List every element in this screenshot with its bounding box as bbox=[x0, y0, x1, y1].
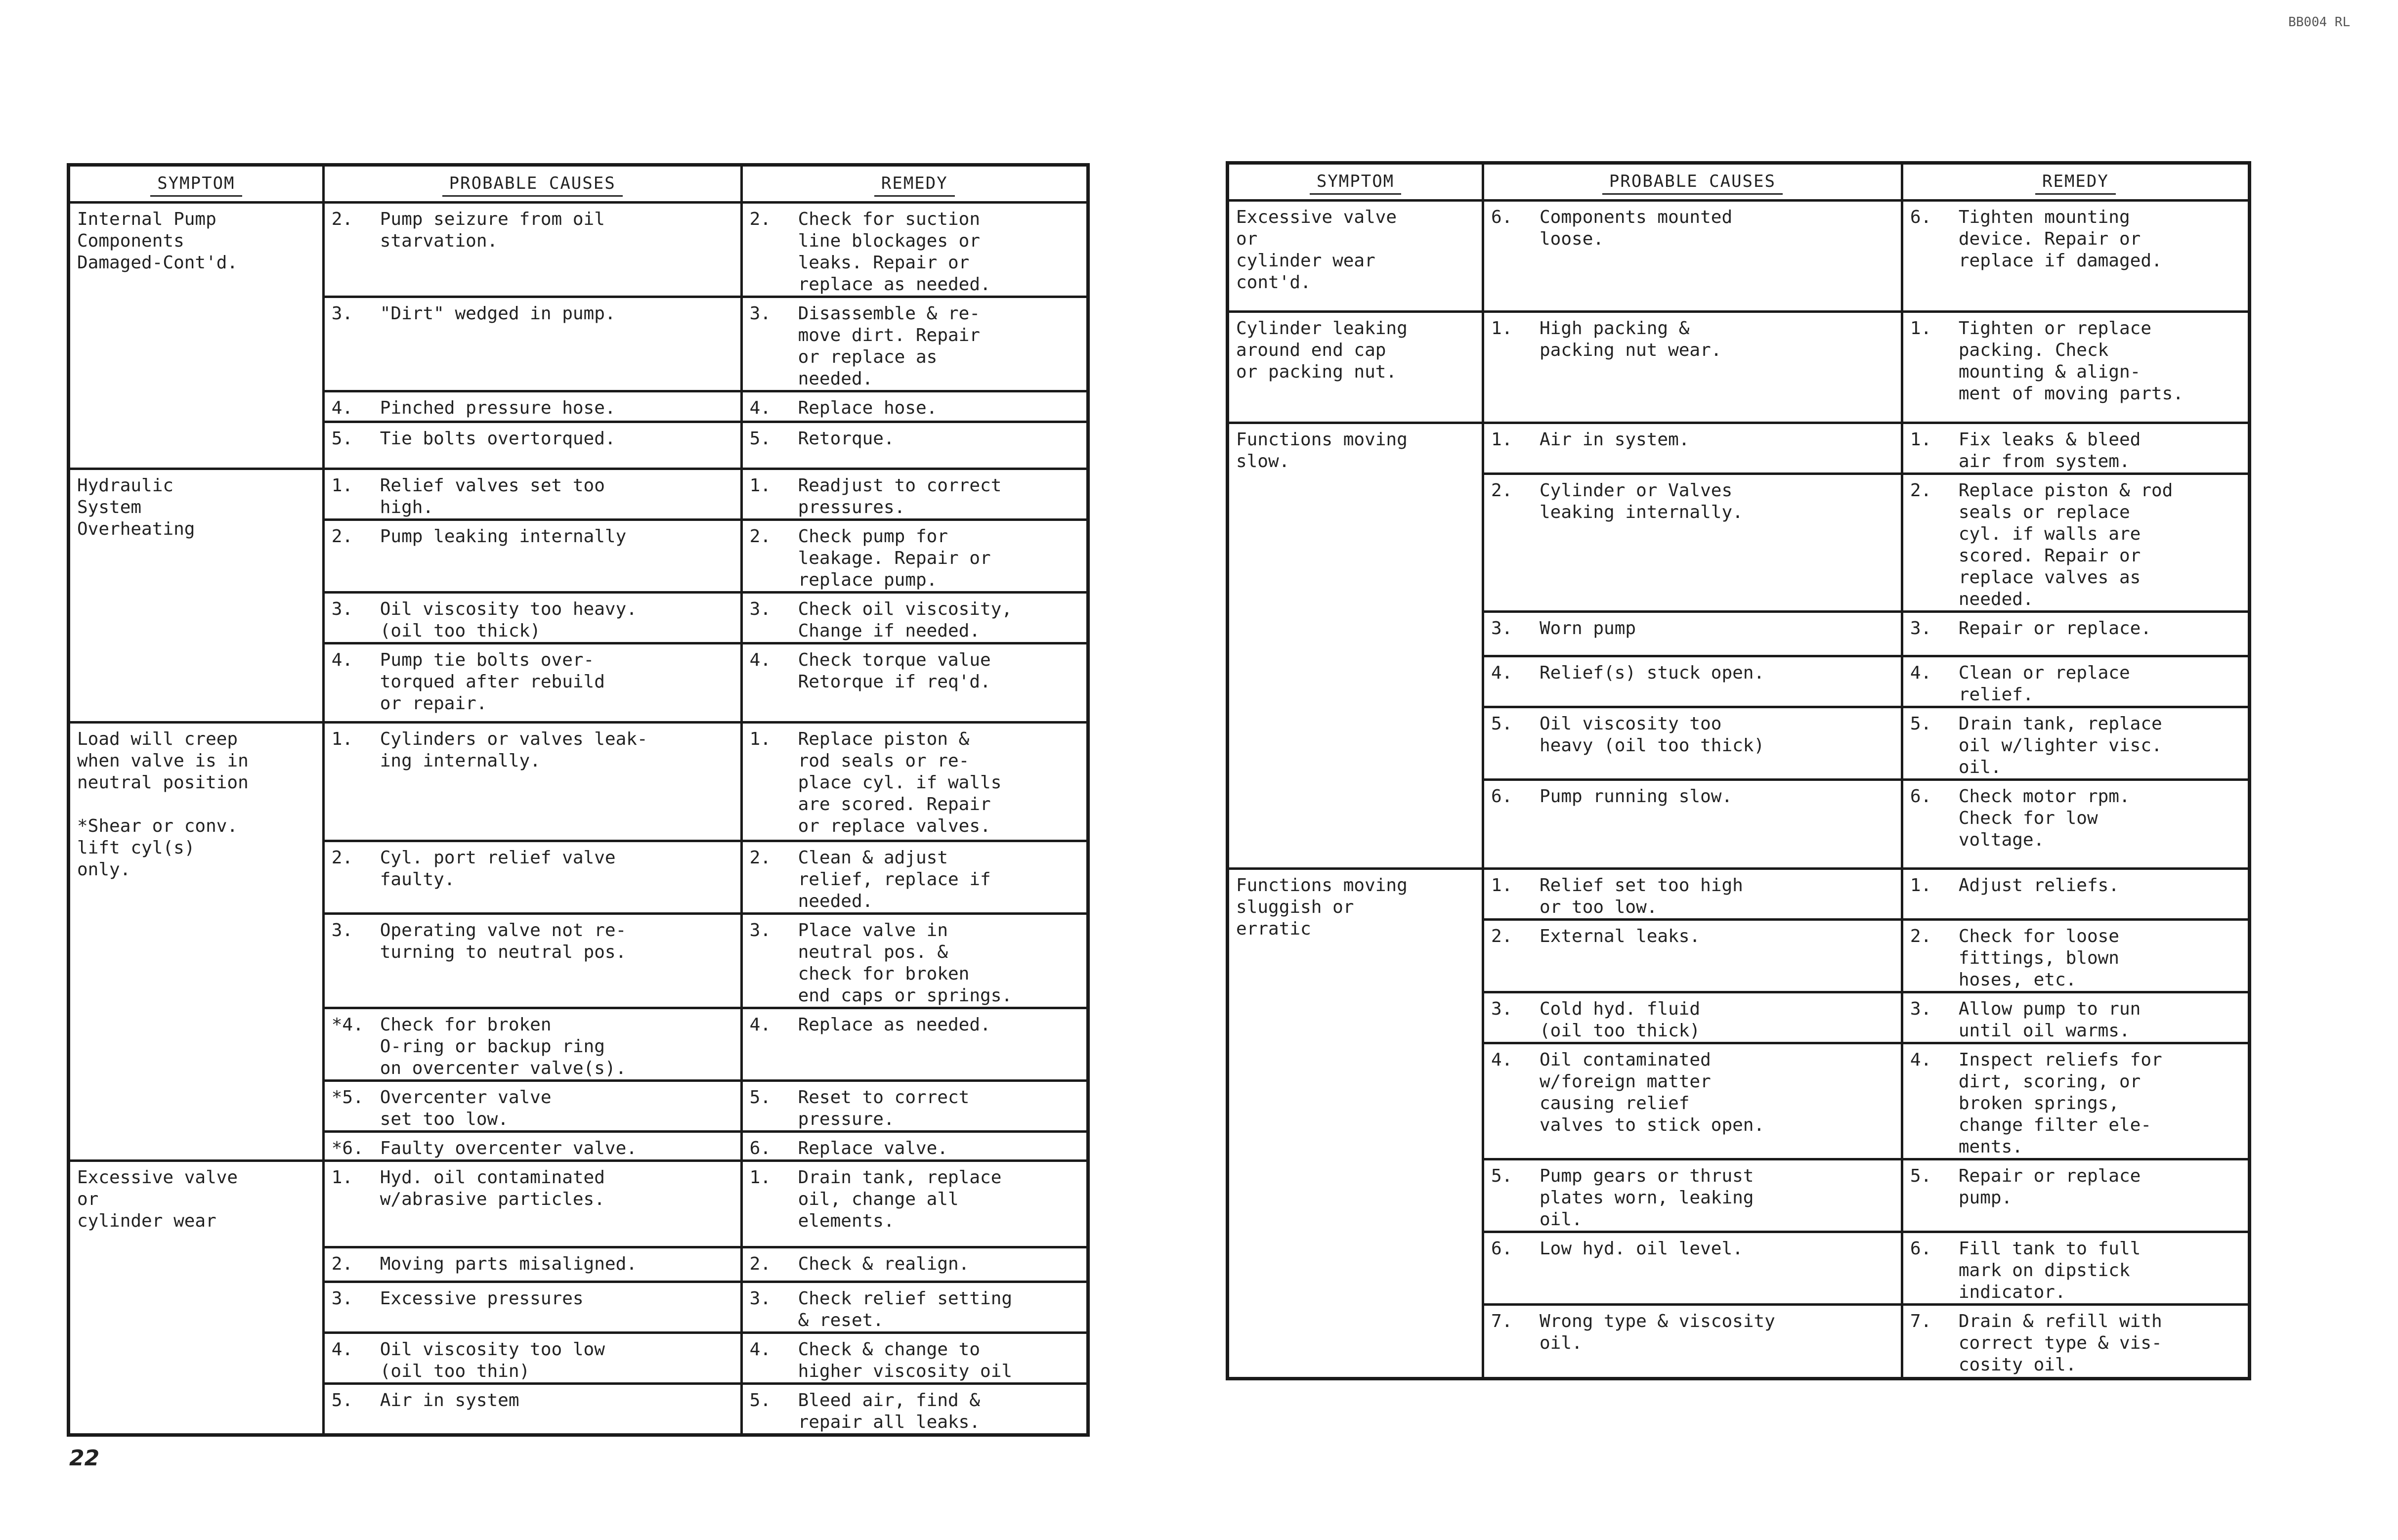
item-number: 1. bbox=[1491, 875, 1513, 896]
document-code: BB004 RL bbox=[2288, 15, 2351, 30]
item-number: 2. bbox=[749, 526, 771, 547]
remedy-text: Check oil viscosity, Change if needed. bbox=[798, 599, 1013, 641]
remedy-cell bbox=[741, 1008, 1088, 1081]
remedy-text: Check relief setting & reset. bbox=[798, 1288, 1013, 1330]
item-number: 5. bbox=[331, 1390, 353, 1411]
item-number: 1. bbox=[1910, 875, 1932, 896]
cause-text: Tie bolts overtorqued. bbox=[380, 428, 616, 449]
symptom-cell: Cylinder leaking around end cap or packing nut. bbox=[1228, 312, 1483, 423]
probable-cause-cell bbox=[1483, 992, 1902, 1043]
item-number: 6. bbox=[1910, 786, 1932, 807]
remedy-cell bbox=[741, 841, 1088, 914]
item-number: 5. bbox=[749, 1390, 771, 1411]
cause-text: Air in system. bbox=[1540, 429, 1690, 450]
remedy-cell bbox=[741, 203, 1088, 297]
right-troubleshooting-table bbox=[1226, 161, 2251, 1375]
remedy-cell bbox=[1902, 1305, 2249, 1379]
remedy-text: Drain tank, replace oil, change all elements. bbox=[798, 1167, 1002, 1231]
probable-cause-cell bbox=[323, 643, 741, 723]
probable-cause-cell bbox=[1483, 1305, 1902, 1379]
cause-text: Oil viscosity too low (oil too thin) bbox=[380, 1339, 605, 1381]
remedy-cell bbox=[1902, 1232, 2249, 1305]
item-number: 4. bbox=[749, 1339, 771, 1360]
item-number: 5. bbox=[1491, 714, 1513, 734]
remedy-text: Clean & adjust relief, replace if needed. bbox=[798, 848, 991, 911]
cause-text: Pump running slow. bbox=[1540, 786, 1733, 807]
cause-text: Oil viscosity too heavy (oil too thick) bbox=[1540, 714, 1765, 756]
cause-text: Oil viscosity too heavy. (oil too thick) bbox=[380, 599, 637, 641]
cause-text: Pinched pressure hose. bbox=[380, 398, 616, 418]
item-number: 2. bbox=[749, 848, 771, 868]
cause-text: Operating valve not re- turning to neutral pos. bbox=[380, 920, 627, 962]
item-number: 5. bbox=[1910, 714, 1932, 734]
remedy-cell bbox=[741, 1081, 1088, 1132]
probable-cause-cell bbox=[1483, 920, 1902, 992]
item-number: 1. bbox=[331, 475, 353, 496]
remedy-text: Repair or replace. bbox=[1958, 618, 2152, 639]
remedy-cell bbox=[741, 593, 1088, 643]
remedy-cell bbox=[741, 297, 1088, 391]
item-number: 3. bbox=[1910, 618, 1932, 639]
item-number: 3. bbox=[749, 303, 771, 324]
probable-cause-cell bbox=[323, 1384, 741, 1435]
cause-text: Worn pump bbox=[1540, 618, 1636, 639]
item-number: 1. bbox=[749, 1167, 771, 1188]
probable-cause-cell bbox=[323, 723, 741, 841]
probable-cause-cell bbox=[323, 914, 741, 1008]
item-number: 5. bbox=[749, 428, 771, 449]
probable-cause-cell bbox=[1483, 869, 1902, 920]
remedy-cell bbox=[741, 520, 1088, 593]
item-number: 6. bbox=[1491, 786, 1513, 807]
item-number: 6. bbox=[1491, 1239, 1513, 1259]
remedy-cell bbox=[1902, 201, 2249, 312]
remedy-cell bbox=[741, 1384, 1088, 1435]
item-number: 3. bbox=[331, 599, 353, 619]
remedy-text: Replace piston & rod seals or replace cyl. if walls are scored. Repair or replace valves as needed. bbox=[1958, 480, 2173, 609]
item-number: 4. bbox=[331, 650, 353, 670]
probable-cause-cell bbox=[323, 469, 741, 520]
item-number: 1. bbox=[749, 475, 771, 496]
probable-cause-cell bbox=[323, 1008, 741, 1081]
symptom-cell: Functions moving slow. bbox=[1228, 423, 1483, 869]
item-number: 5. bbox=[331, 428, 353, 449]
probable-cause-cell bbox=[323, 1333, 741, 1384]
item-number: 2. bbox=[331, 848, 353, 868]
item-number: 2. bbox=[749, 1254, 771, 1274]
cause-text: Pump tie bolts over- torqued after rebuild or repair. bbox=[380, 650, 605, 714]
item-number: 1. bbox=[1910, 429, 1932, 450]
table-row bbox=[69, 469, 1088, 520]
remedy-cell bbox=[1902, 656, 2249, 707]
remedy-text: Replace hose. bbox=[798, 398, 938, 418]
cause-text: Components mounted loose. bbox=[1540, 207, 1733, 249]
symptom-cell: Excessive valve or cylinder wear bbox=[69, 1161, 324, 1435]
item-number: 4. bbox=[331, 1339, 353, 1360]
probable-cause-cell bbox=[323, 422, 741, 469]
probable-cause-cell bbox=[1483, 201, 1902, 312]
remedy-header: REMEDY bbox=[1902, 163, 2249, 201]
symptom-cell: Load will creep when valve is in neutral position *Shear or conv. lift cyl(s) only. bbox=[69, 723, 324, 1161]
cause-text: Cyl. port relief valve faulty. bbox=[380, 848, 616, 890]
table-row bbox=[1228, 423, 2250, 474]
item-number: 3. bbox=[749, 599, 771, 619]
cause-text: External leaks. bbox=[1540, 926, 1701, 946]
probable-cause-cell bbox=[1483, 423, 1902, 474]
probable-cause-cell bbox=[323, 593, 741, 643]
remedy-text: Tighten mounting device. Repair or replace if damaged. bbox=[1958, 207, 2162, 271]
cause-text: Cylinder or Valves leaking internally. bbox=[1540, 480, 1743, 522]
remedy-cell bbox=[1902, 920, 2249, 992]
remedy-text: Fix leaks & bleed air from system. bbox=[1958, 429, 2141, 471]
symptom-cell: Hydraulic System Overheating bbox=[69, 469, 324, 723]
item-number: 7. bbox=[1491, 1311, 1513, 1331]
item-number: *6. bbox=[331, 1138, 364, 1158]
probable-cause-cell bbox=[1483, 707, 1902, 780]
item-number: 1. bbox=[1491, 318, 1513, 339]
item-number: 3. bbox=[1910, 999, 1932, 1019]
remedy-text: Place valve in neutral pos. & check for broken end caps or springs. bbox=[798, 920, 1013, 1006]
symptom-header: SYMPTOM bbox=[1228, 163, 1483, 201]
remedy-cell bbox=[741, 1282, 1088, 1333]
item-number: 7. bbox=[1910, 1311, 1932, 1331]
table-row bbox=[69, 723, 1088, 841]
probable-cause-cell bbox=[323, 1081, 741, 1132]
remedy-cell bbox=[1902, 992, 2249, 1043]
item-number: 6. bbox=[749, 1138, 771, 1158]
cause-text: Excessive pressures bbox=[380, 1288, 584, 1309]
probable-cause-cell bbox=[1483, 612, 1902, 656]
item-number: 2. bbox=[1910, 926, 1932, 946]
remedy-cell bbox=[741, 1161, 1088, 1247]
remedy-text: Adjust reliefs. bbox=[1958, 875, 2119, 896]
probable-causes-header: PROBABLE CAUSES bbox=[323, 165, 741, 203]
item-number: 3. bbox=[331, 920, 353, 941]
item-number: 6. bbox=[1491, 207, 1513, 227]
item-number: 4. bbox=[749, 650, 771, 670]
cause-text: Pump leaking internally bbox=[380, 526, 627, 547]
remedy-text: Check & change to higher viscosity oil bbox=[798, 1339, 1013, 1381]
probable-cause-cell bbox=[1483, 474, 1902, 612]
probable-causes-header: PROBABLE CAUSES bbox=[1483, 163, 1902, 201]
item-number: 1. bbox=[749, 729, 771, 749]
cause-text: Faulty overcenter valve. bbox=[380, 1138, 637, 1158]
item-number: *4. bbox=[331, 1015, 364, 1035]
remedy-cell bbox=[1902, 869, 2249, 920]
item-number: 2. bbox=[1491, 480, 1513, 501]
cause-text: Air in system bbox=[380, 1390, 519, 1411]
cause-text: Relief(s) stuck open. bbox=[1540, 663, 1765, 683]
remedy-text: Bleed air, find & repair all leaks. bbox=[798, 1390, 981, 1432]
probable-cause-cell bbox=[323, 203, 741, 297]
item-number: 3. bbox=[749, 920, 771, 941]
item-number: 6. bbox=[1910, 207, 1932, 227]
cause-text: Relief set too high or too low. bbox=[1540, 875, 1743, 917]
probable-cause-cell bbox=[1483, 1043, 1902, 1159]
remedy-text: Retorque. bbox=[798, 428, 895, 449]
remedy-cell bbox=[741, 914, 1088, 1008]
item-number: 1. bbox=[1491, 429, 1513, 450]
table-row bbox=[1228, 312, 2250, 423]
cause-text: "Dirt" wedged in pump. bbox=[380, 303, 616, 324]
remedy-text: Drain & refill with correct type & vis- cosity oil. bbox=[1958, 1311, 2162, 1375]
remedy-cell bbox=[741, 723, 1088, 841]
item-number: 1. bbox=[331, 729, 353, 749]
remedy-cell bbox=[1902, 780, 2249, 869]
item-number: 5. bbox=[1491, 1166, 1513, 1186]
cause-text: High packing & packing nut wear. bbox=[1540, 318, 1722, 360]
probable-cause-cell bbox=[323, 1282, 741, 1333]
item-number: 4. bbox=[1910, 663, 1932, 683]
probable-cause-cell bbox=[1483, 780, 1902, 869]
remedy-text: Check & realign. bbox=[798, 1254, 970, 1274]
remedy-header: REMEDY bbox=[741, 165, 1088, 203]
item-number: 4. bbox=[749, 398, 771, 418]
remedy-cell bbox=[1902, 1043, 2249, 1159]
item-number: 4. bbox=[1910, 1050, 1932, 1070]
probable-cause-cell bbox=[323, 841, 741, 914]
remedy-text: Check motor rpm. Check for low voltage. bbox=[1958, 786, 2130, 850]
remedy-text: Disassemble & re- move dirt. Repair or replace as needed. bbox=[798, 303, 981, 389]
remedy-cell bbox=[741, 643, 1088, 723]
cause-text: Oil contaminated w/foreign matter causing relief valves to stick open. bbox=[1540, 1050, 1765, 1135]
probable-cause-cell bbox=[1483, 312, 1902, 423]
remedy-text: Check for loose fittings, blown hoses, etc. bbox=[1958, 926, 2119, 990]
remedy-cell bbox=[741, 469, 1088, 520]
remedy-text: Readjust to correct pressures. bbox=[798, 475, 1002, 517]
item-number: 2. bbox=[749, 209, 771, 229]
remedy-text: Reset to correct pressure. bbox=[798, 1087, 970, 1129]
table-row bbox=[1228, 869, 2250, 920]
remedy-text: Tighten or replace packing. Check mounting & align- ment of moving parts. bbox=[1958, 318, 2184, 404]
remedy-text: Drain tank, replace oil w/lighter visc. oil. bbox=[1958, 714, 2162, 777]
table-row bbox=[1228, 201, 2250, 312]
remedy-text: Replace piston & rod seals or re- place cyl. if walls are scored. Repair or replace valves. bbox=[798, 729, 1002, 836]
remedy-cell bbox=[741, 422, 1088, 469]
probable-cause-cell bbox=[323, 1132, 741, 1161]
remedy-cell bbox=[1902, 423, 2249, 474]
item-number: 3. bbox=[749, 1288, 771, 1309]
probable-cause-cell bbox=[323, 391, 741, 422]
item-number: 3. bbox=[1491, 618, 1513, 639]
item-number: 4. bbox=[331, 398, 353, 418]
item-number: 2. bbox=[331, 1254, 353, 1274]
cause-text: Pump seizure from oil starvation. bbox=[380, 209, 605, 251]
remedy-text: Allow pump to run until oil warms. bbox=[1958, 999, 2141, 1041]
item-number: 1. bbox=[331, 1167, 353, 1188]
cause-text: Cold hyd. fluid (oil too thick) bbox=[1540, 999, 1701, 1041]
remedy-cell bbox=[1902, 1159, 2249, 1232]
item-number: 4. bbox=[749, 1015, 771, 1035]
remedy-cell bbox=[1902, 707, 2249, 780]
item-number: *5. bbox=[331, 1087, 364, 1108]
remedy-text: Fill tank to full mark on dipstick indicator. bbox=[1958, 1239, 2141, 1302]
left-troubleshooting-table bbox=[67, 163, 1090, 1432]
cause-text: Hyd. oil contaminated w/abrasive particles. bbox=[380, 1167, 605, 1209]
symptom-header: SYMPTOM bbox=[69, 165, 324, 203]
cause-text: Wrong type & viscosity oil. bbox=[1540, 1311, 1775, 1353]
item-number: 3. bbox=[331, 303, 353, 324]
cause-text: Overcenter valve set too low. bbox=[380, 1087, 552, 1129]
cause-text: Check for broken O-ring or backup ring on overcenter valve(s). bbox=[380, 1015, 627, 1078]
item-number: 2. bbox=[331, 526, 353, 547]
remedy-text: Check torque value Retorque if req'd. bbox=[798, 650, 991, 692]
probable-cause-cell bbox=[1483, 656, 1902, 707]
item-number: 2. bbox=[1910, 480, 1932, 501]
symptom-cell: Internal Pump Components Damaged-Cont'd. bbox=[69, 203, 324, 469]
item-number: 5. bbox=[1910, 1166, 1932, 1186]
table-row bbox=[69, 203, 1088, 297]
item-number: 5. bbox=[749, 1087, 771, 1108]
symptom-cell: Functions moving sluggish or erratic bbox=[1228, 869, 1483, 1379]
cause-text: Pump gears or thrust plates worn, leaking oil. bbox=[1540, 1166, 1754, 1230]
item-number: 3. bbox=[331, 1288, 353, 1309]
remedy-cell bbox=[1902, 474, 2249, 612]
remedy-text: Replace valve. bbox=[798, 1138, 948, 1158]
probable-cause-cell bbox=[323, 1161, 741, 1247]
remedy-text: Repair or replace pump. bbox=[1958, 1166, 2141, 1208]
remedy-text: Clean or replace relief. bbox=[1958, 663, 2130, 705]
probable-cause-cell bbox=[323, 1247, 741, 1282]
symptom-cell: Excessive valve or cylinder wear cont'd. bbox=[1228, 201, 1483, 312]
remedy-cell bbox=[1902, 312, 2249, 423]
page-number: 22 bbox=[69, 1446, 100, 1471]
remedy-text: Replace as needed. bbox=[798, 1015, 991, 1035]
probable-cause-cell bbox=[1483, 1232, 1902, 1305]
cause-text: Relief valves set too high. bbox=[380, 475, 605, 517]
cause-text: Moving parts misaligned. bbox=[380, 1254, 637, 1274]
probable-cause-cell bbox=[1483, 1159, 1902, 1232]
item-number: 2. bbox=[1491, 926, 1513, 946]
table-row bbox=[69, 1161, 1088, 1247]
probable-cause-cell bbox=[323, 520, 741, 593]
remedy-cell bbox=[1902, 612, 2249, 656]
item-number: 1. bbox=[1910, 318, 1932, 339]
remedy-text: Inspect reliefs for dirt, scoring, or broken springs, change filter ele- ments. bbox=[1958, 1050, 2162, 1157]
item-number: 4. bbox=[1491, 663, 1513, 683]
remedy-text: Check pump for leakage. Repair or replace pump. bbox=[798, 526, 991, 590]
item-number: 6. bbox=[1910, 1239, 1932, 1259]
cause-text: Low hyd. oil level. bbox=[1540, 1239, 1743, 1259]
remedy-cell bbox=[741, 1132, 1088, 1161]
cause-text: Cylinders or valves leak- ing internally. bbox=[380, 729, 648, 771]
remedy-cell bbox=[741, 391, 1088, 422]
item-number: 2. bbox=[331, 209, 353, 229]
remedy-text: Check for suction line blockages or leaks. Repair or replace as needed. bbox=[798, 209, 991, 295]
remedy-cell bbox=[741, 1247, 1088, 1282]
item-number: 4. bbox=[1491, 1050, 1513, 1070]
remedy-cell bbox=[741, 1333, 1088, 1384]
item-number: 3. bbox=[1491, 999, 1513, 1019]
probable-cause-cell bbox=[323, 297, 741, 391]
